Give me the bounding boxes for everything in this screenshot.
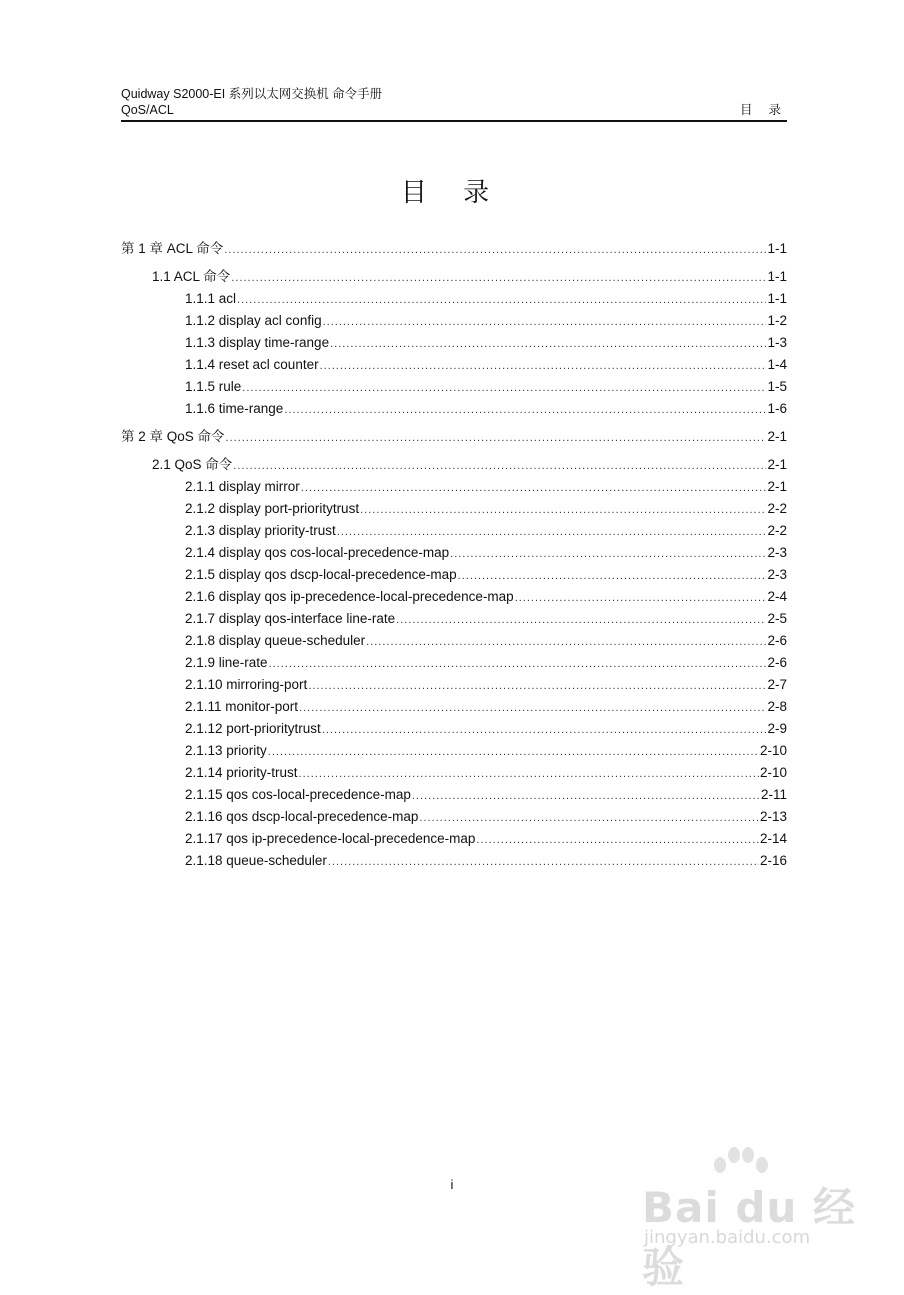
toc-leader [308, 675, 766, 696]
toc-entry-section[interactable] [121, 454, 787, 476]
toc-page: 2-1 [767, 479, 787, 494]
toc-entry[interactable] [121, 354, 787, 376]
toc-label: 2.1.15 qos cos-local-precedence-map [185, 787, 411, 802]
toc-page: 2-2 [767, 523, 787, 538]
toc-entry[interactable] [121, 398, 787, 420]
toc-label: 第 2 章 QoS 命令 [121, 429, 225, 444]
watermark-brand: Bai du 经验 [642, 1183, 856, 1292]
toc-entry-chapter-2[interactable] [121, 424, 787, 454]
watermark-url: jingyan.baidu.com [644, 1227, 811, 1248]
toc-leader [419, 807, 759, 828]
toc-entry[interactable] [121, 542, 787, 564]
toc-entry-section[interactable] [121, 266, 787, 288]
toc-label: 2.1.11 monitor-port [185, 699, 299, 714]
toc-leader [226, 425, 767, 451]
toc-page: 2-6 [767, 633, 787, 648]
toc-label: 1.1.2 display acl config [185, 313, 322, 328]
toc-label: 1.1.3 display time-range [185, 335, 330, 350]
toc-entry[interactable] [121, 608, 787, 630]
toc-entry[interactable] [121, 288, 787, 310]
toc-entry[interactable] [121, 376, 787, 398]
page-number: i [450, 1177, 454, 1192]
toc-label: 1.1.6 time-range [185, 401, 284, 416]
toc-page: 2-11 [760, 787, 787, 802]
toc-entry[interactable] [121, 310, 787, 332]
toc-entry[interactable] [121, 806, 787, 828]
toc-page: 2-3 [767, 567, 787, 582]
toc-label: 2.1.18 queue-scheduler [185, 853, 327, 868]
toc-entry[interactable] [121, 696, 787, 718]
toc-page: 1-6 [767, 401, 787, 416]
toc-leader [323, 311, 767, 332]
toc-page: 2-9 [767, 721, 787, 736]
toc-label: 2.1 QoS 命令 [152, 457, 233, 472]
toc-entry[interactable] [121, 520, 787, 542]
toc-page: 2-3 [767, 545, 787, 560]
toc-leader [299, 697, 766, 718]
toc-page: 1-3 [767, 335, 787, 350]
toc-entry[interactable] [121, 740, 787, 762]
toc-entry[interactable] [121, 784, 787, 806]
toc-leader [412, 785, 760, 806]
toc-label: 2.1.17 qos ip-precedence-local-precedence-map [185, 831, 476, 846]
toc-label: 1.1.5 rule [185, 379, 242, 394]
toc-leader [330, 333, 766, 354]
baidu-watermark [640, 1145, 860, 1292]
toc-leader [322, 719, 767, 740]
toc-page: 1-1 [767, 241, 787, 256]
toc-leader [458, 565, 767, 586]
header-section-name: QoS/ACL [121, 103, 174, 117]
toc-leader [476, 829, 759, 850]
header-product-title: Quidway S2000-EI 系列以太网交换机 命令手册 [121, 87, 383, 101]
toc-leader [301, 477, 767, 498]
toc-label: 2.1.14 priority-trust [185, 765, 298, 780]
toc-page: 2-13 [759, 809, 787, 824]
toc-entry[interactable] [121, 476, 787, 498]
toc-entry[interactable] [121, 828, 787, 850]
toc-page: 2-6 [767, 655, 787, 670]
toc-page: 1-1 [767, 269, 787, 284]
toc-page: 2-16 [759, 853, 787, 868]
toc-leader [269, 653, 767, 674]
toc-leader [360, 499, 766, 520]
toc-leader [284, 399, 766, 420]
toc-leader [237, 289, 766, 310]
toc-label: 1.1.4 reset acl counter [185, 357, 319, 372]
toc-leader [299, 763, 759, 784]
toc-page: 2-5 [767, 611, 787, 626]
toc-label: 2.1.16 qos dscp-local-precedence-map [185, 809, 419, 824]
toc-entry[interactable] [121, 762, 787, 784]
toc-entry-chapter-1[interactable] [121, 236, 787, 266]
toc-label: 1.1.1 acl [185, 291, 237, 306]
header-rule [121, 120, 787, 122]
toc-label: 2.1.8 display queue-scheduler [185, 633, 366, 648]
toc-page: 2-10 [759, 743, 787, 758]
toc-leader [320, 355, 767, 376]
toc-leader [242, 377, 766, 398]
toc-page: 2-7 [767, 677, 787, 692]
table-of-contents [121, 236, 787, 872]
toc-entry[interactable] [121, 586, 787, 608]
toc-label: 2.1.7 display qos-interface line-rate [185, 611, 396, 626]
toc-page: 1-5 [767, 379, 787, 394]
toc-page: 2-14 [759, 831, 787, 846]
toc-page: 1-4 [767, 357, 787, 372]
page-title: 目 录 [400, 178, 504, 208]
toc-label: 2.1.4 display qos cos-local-precedence-map [185, 545, 450, 560]
toc-entry[interactable] [121, 674, 787, 696]
toc-label: 2.1.3 display priority-trust [185, 523, 336, 538]
toc-leader [515, 587, 767, 608]
toc-leader [231, 267, 766, 288]
toc-entry[interactable] [121, 332, 787, 354]
toc-label: 2.1.13 priority [185, 743, 267, 758]
toc-label: 第 1 章 ACL 命令 [121, 241, 224, 256]
toc-leader [224, 237, 766, 263]
toc-leader [337, 521, 767, 542]
toc-entry[interactable] [121, 652, 787, 674]
toc-entry[interactable] [121, 564, 787, 586]
toc-label: 2.1.5 display qos dscp-local-precedence-map [185, 567, 457, 582]
toc-leader [396, 609, 766, 630]
toc-label: 2.1.6 display qos ip-precedence-local-precedence-map [185, 589, 514, 604]
toc-leader [450, 543, 766, 564]
toc-entry[interactable] [121, 718, 787, 740]
toc-label: 2.1.2 display port-prioritytrust [185, 501, 360, 516]
toc-label: 1.1 ACL 命令 [152, 269, 231, 284]
toc-entry[interactable] [121, 498, 787, 520]
toc-label: 2.1.10 mirroring-port [185, 677, 308, 692]
toc-page: 1-2 [767, 313, 787, 328]
toc-entry[interactable] [121, 850, 787, 872]
toc-leader [328, 851, 759, 872]
toc-label: 2.1.1 display mirror [185, 479, 300, 494]
toc-page: 2-10 [759, 765, 787, 780]
toc-leader [233, 455, 766, 476]
toc-page: 2-4 [767, 589, 787, 604]
toc-page: 2-1 [767, 457, 787, 472]
toc-label: 2.1.9 line-rate [185, 655, 268, 670]
toc-page: 2-2 [767, 501, 787, 516]
toc-label: 2.1.12 port-prioritytrust [185, 721, 321, 736]
toc-page: 2-1 [767, 429, 787, 444]
header-section-row [121, 102, 787, 118]
header-section-contents: 目 录 [740, 102, 787, 117]
toc-leader [366, 631, 766, 652]
toc-leader [268, 741, 759, 762]
toc-page: 1-1 [767, 291, 787, 306]
toc-page: 2-8 [767, 699, 787, 714]
toc-entry[interactable] [121, 630, 787, 652]
page-header [121, 86, 787, 118]
